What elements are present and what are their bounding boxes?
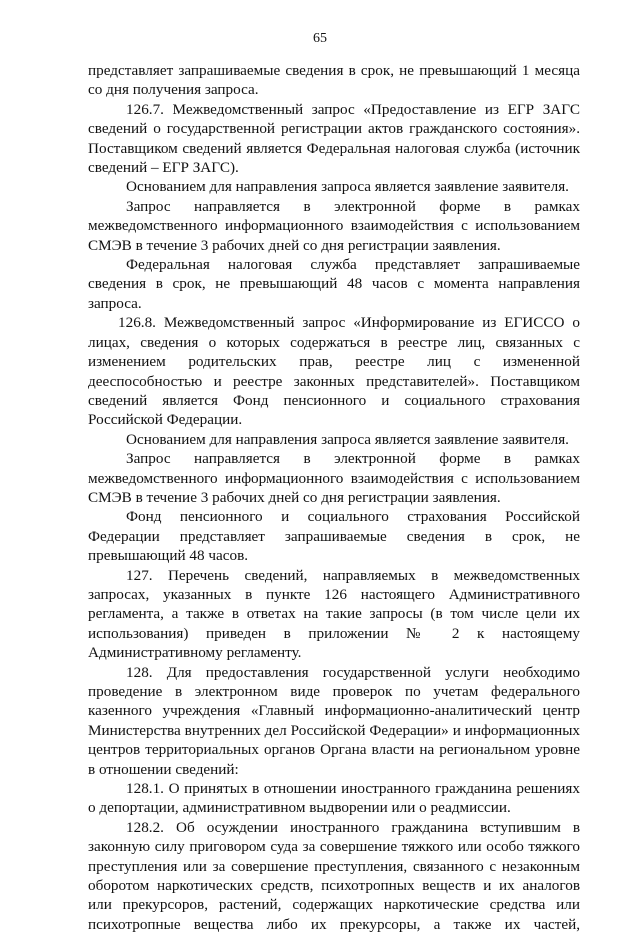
paragraph-basis-2: Основанием для направления запроса является заявление заявителя. — [126, 430, 569, 448]
paragraph-127: 127. Перечень сведений, направляемых в межведомственных запросах, указанных в пункте 126 настоящего Административного регламента, а также в ответах на такие запросы (в том числе цели их использования) приведен в приложении № 2 к настоящему Административному регламенту. — [88, 566, 580, 662]
paragraph-continuation: представляет запрашиваемые сведения в срок, не превышающий 1 месяца со дня получения запроса. — [88, 62, 580, 99]
page-number: 65 — [313, 31, 327, 46]
paragraph-126-7: 126.7. Межведомственный запрос «Предоставление из ЕГР ЗАГС сведений о государственной регистрации актов гражданского состояния». Поставщиком сведений является Федеральная налоговая служба (источник сведений – ЕГР ЗАГС). — [88, 100, 580, 177]
paragraph-128-2: 128.2. Об осуждении иностранного гражданина вступившим в законную силу приговором суда за совершение тяжкого или особо тяжкого преступления или за совершение преступления, связанного с незаконным оборотом наркотических средств, психотропных веществ и их аналогов или прекурсоров, растений, содержащих наркотические средства или психотропные вещества либо их прекурсоры, а также их частей, — [88, 818, 580, 933]
paragraph-request-2: Запрос направляется в электронной форме в рамках межведомственного информационного взаимодействия с использованием СМЭВ в течение 3 рабочих дней со дня регистрации заявления. — [88, 450, 580, 506]
paragraph-126-8: 126.8. Межведомственный запрос «Информирование из ЕГИССО о лицах, сведения о которых содержаться в реестре лиц, связанных с изменением родительских прав, реестре лиц с измененной дееспособностью и реестре законных представителей». Поставщиком сведений является Фонд пенсионного и социального страхования Российской Федерации. — [88, 314, 580, 429]
paragraph-request-1: Запрос направляется в электронной форме в рамках межведомственного информационного взаимодействия с использованием СМЭВ в течение 3 рабочих дней со дня регистрации заявления. — [88, 197, 580, 254]
document-body — [88, 61, 580, 934]
paragraph-sfr-term: Фонд пенсионного и социального страхования Российской Федерации представляет запрашиваемые сведения в срок, не превышающий 48 часов. — [88, 508, 580, 565]
paragraph-128-1: 128.1. О принятых в отношении иностранного гражданина решениях о депортации, административном выдворении или о реадмиссии. — [88, 780, 580, 817]
paragraph-basis-1: Основанием для направления запроса является заявление заявителя. — [126, 178, 569, 196]
paragraph-128: 128. Для предоставления государственной услуги необходимо проведение в электронном виде проверок по учетам федерального казенного учреждения «Главный информационно-аналитический центр Министерства внутренних дел Российской Федерации» и информационных центров территориальных органов Органа власти на региональном уровне в отношении сведений: — [88, 663, 580, 778]
paragraph-fns-term: Федеральная налоговая служба представляет запрашиваемые сведения в срок, не превышающий 48 часов с момента направления запроса. — [88, 256, 580, 312]
